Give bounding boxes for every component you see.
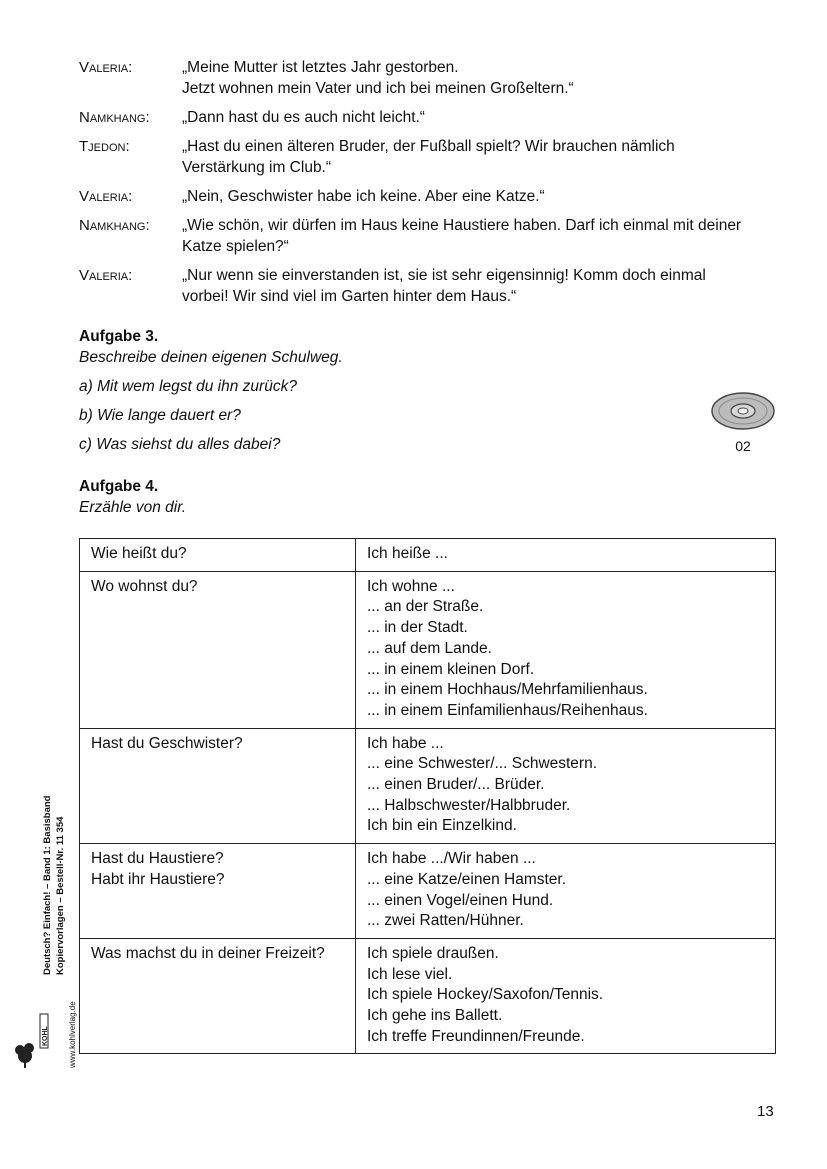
answer-cell xyxy=(356,728,776,844)
question-answer-table xyxy=(79,538,776,1054)
sidebar-order-number: Kopiervorlagen – Bestell-Nr. 11 354 xyxy=(55,816,66,975)
task-3-question-b: b) Wie lange dauert er? xyxy=(79,407,241,424)
publisher-logo xyxy=(14,1012,48,1077)
task-4-title: Aufgabe 4. xyxy=(79,478,159,495)
speech-text xyxy=(182,215,779,257)
speech-line: „Nur wenn sie einverstanden ist, sie ist sehr eigensinnig! Komm doch einmal xyxy=(182,267,706,284)
speech-text xyxy=(182,107,779,128)
answer-text: Ich habe ... xyxy=(367,734,444,752)
svg-text:KOHL: KOHL xyxy=(42,1026,49,1046)
speech-line: „Hast du einen älteren Bruder, der Fußball spielt? Wir brauchen nämlich xyxy=(182,138,675,155)
speech-text xyxy=(182,186,779,207)
answer-text: Ich treffe Freundinnen/Freunde. xyxy=(367,1027,585,1045)
dialog-line xyxy=(79,265,779,307)
task-3-question-a: a) Mit wem legst du ihn zurück? xyxy=(79,378,297,395)
sidebar-title: Deutsch? Einfach! – Band 1: Basisband xyxy=(42,795,53,975)
cd-track xyxy=(711,391,775,454)
answer-text: Ich wohne ... xyxy=(367,577,455,595)
question-cell xyxy=(80,728,356,844)
speaker-name: Valeria: xyxy=(79,188,133,205)
dialog-line xyxy=(79,57,779,99)
answer-text: ... zwei Ratten/Hühner. xyxy=(367,912,524,930)
task-3-subtitle: Beschreibe deinen eigenen Schulweg. xyxy=(79,349,343,366)
answer-text: ... an der Straße. xyxy=(367,598,484,616)
table-row xyxy=(80,539,776,572)
answer-text: Ich heiße ... xyxy=(367,545,448,562)
speech-line: Verstärkung im Club.“ xyxy=(182,159,332,176)
question-cell xyxy=(80,539,356,572)
speech-text xyxy=(182,265,779,307)
table-row xyxy=(80,938,776,1054)
answer-text: Ich bin ein Einzelkind. xyxy=(367,817,517,835)
speech-text xyxy=(182,57,779,99)
task-3 xyxy=(79,326,779,455)
speech-line: „Nein, Geschwister habe ich keine. Aber eine Katze.“ xyxy=(182,188,545,205)
answer-text: ... einen Vogel/einen Hund. xyxy=(367,891,554,909)
question-cell xyxy=(80,938,356,1054)
answer-text: ... in einem Einfamilienhaus/Reihenhaus. xyxy=(367,701,648,719)
table-row xyxy=(80,571,776,728)
task-3-title: Aufgabe 3. xyxy=(79,328,159,345)
answer-text: ... einen Bruder/... Brüder. xyxy=(367,776,545,794)
speech-line: „Wie schön, wir dürfen im Haus keine Haustiere haben. Darf ich einmal mit deiner xyxy=(182,217,742,234)
answer-cell xyxy=(356,539,776,572)
question-cell xyxy=(80,571,356,728)
question-text: Hast du Geschwister? xyxy=(91,734,243,752)
question-text: Was machst du in deiner Freizeit? xyxy=(91,944,325,962)
speaker-name: Namkhang: xyxy=(79,109,150,126)
speaker-name: Valeria: xyxy=(79,267,133,284)
dialog xyxy=(79,57,779,315)
answer-text: ... in einem kleinen Dorf. xyxy=(367,660,535,678)
answer-text: Ich habe .../Wir haben ... xyxy=(367,850,536,868)
answer-text: ... in der Stadt. xyxy=(367,619,468,637)
answer-text: ... in einem Hochhaus/Mehrfamilienhaus. xyxy=(367,681,648,699)
question-cell xyxy=(80,844,356,939)
task-4-subtitle: Erzähle von dir. xyxy=(79,499,187,516)
answer-text: ... Halbschwester/Halbbruder. xyxy=(367,796,571,814)
dialog-line xyxy=(79,107,779,128)
answer-text: Ich lese viel. xyxy=(367,965,453,983)
question-text: Wie heißt du? xyxy=(91,545,187,562)
page-number: 13 xyxy=(757,1103,774,1120)
answer-text: ... eine Schwester/... Schwestern. xyxy=(367,755,598,773)
answer-cell xyxy=(356,844,776,939)
answer-text: Ich spiele draußen. xyxy=(367,944,499,962)
speech-line: Jetzt wohnen mein Vater und ich bei meinen Großeltern.“ xyxy=(182,80,574,97)
task-3-question-c: c) Was siehst du alles dabei? xyxy=(79,436,281,453)
speaker-name: Valeria: xyxy=(79,59,133,76)
dialog-line xyxy=(79,186,779,207)
task-4 xyxy=(79,476,779,518)
speech-line: Katze spielen?“ xyxy=(182,238,289,255)
question-text: Hast du Haustiere? xyxy=(91,850,224,868)
dialog-line xyxy=(79,215,779,257)
tree-logo-icon xyxy=(14,1012,48,1072)
speaker-name: Tjedon: xyxy=(79,138,130,155)
answer-text: Ich spiele Hockey/Saxofon/Tennis. xyxy=(367,986,604,1004)
cd-track-label: 02 xyxy=(735,438,751,454)
speech-line: „Meine Mutter ist letztes Jahr gestorben. xyxy=(182,59,459,76)
speech-text xyxy=(182,136,779,178)
cd-icon xyxy=(711,391,775,431)
dialog-line xyxy=(79,136,779,178)
sidebar-url: www.kohlverlag.de xyxy=(68,1001,77,1068)
answer-text: ... eine Katze/einen Hamster. xyxy=(367,870,567,888)
speech-line: vorbei! Wir sind viel im Garten hinter dem Haus.“ xyxy=(182,288,517,305)
table-row xyxy=(80,728,776,844)
speaker-name: Namkhang: xyxy=(79,217,150,234)
table-row xyxy=(80,844,776,939)
question-text: Wo wohnst du? xyxy=(91,577,198,595)
question-text: Habt ihr Haustiere? xyxy=(91,870,225,888)
answer-text: ... auf dem Lande. xyxy=(367,639,492,657)
answer-cell xyxy=(356,938,776,1054)
speech-line: „Dann hast du es auch nicht leicht.“ xyxy=(182,109,425,126)
answer-cell xyxy=(356,571,776,728)
answer-text: Ich gehe ins Ballett. xyxy=(367,1007,503,1025)
